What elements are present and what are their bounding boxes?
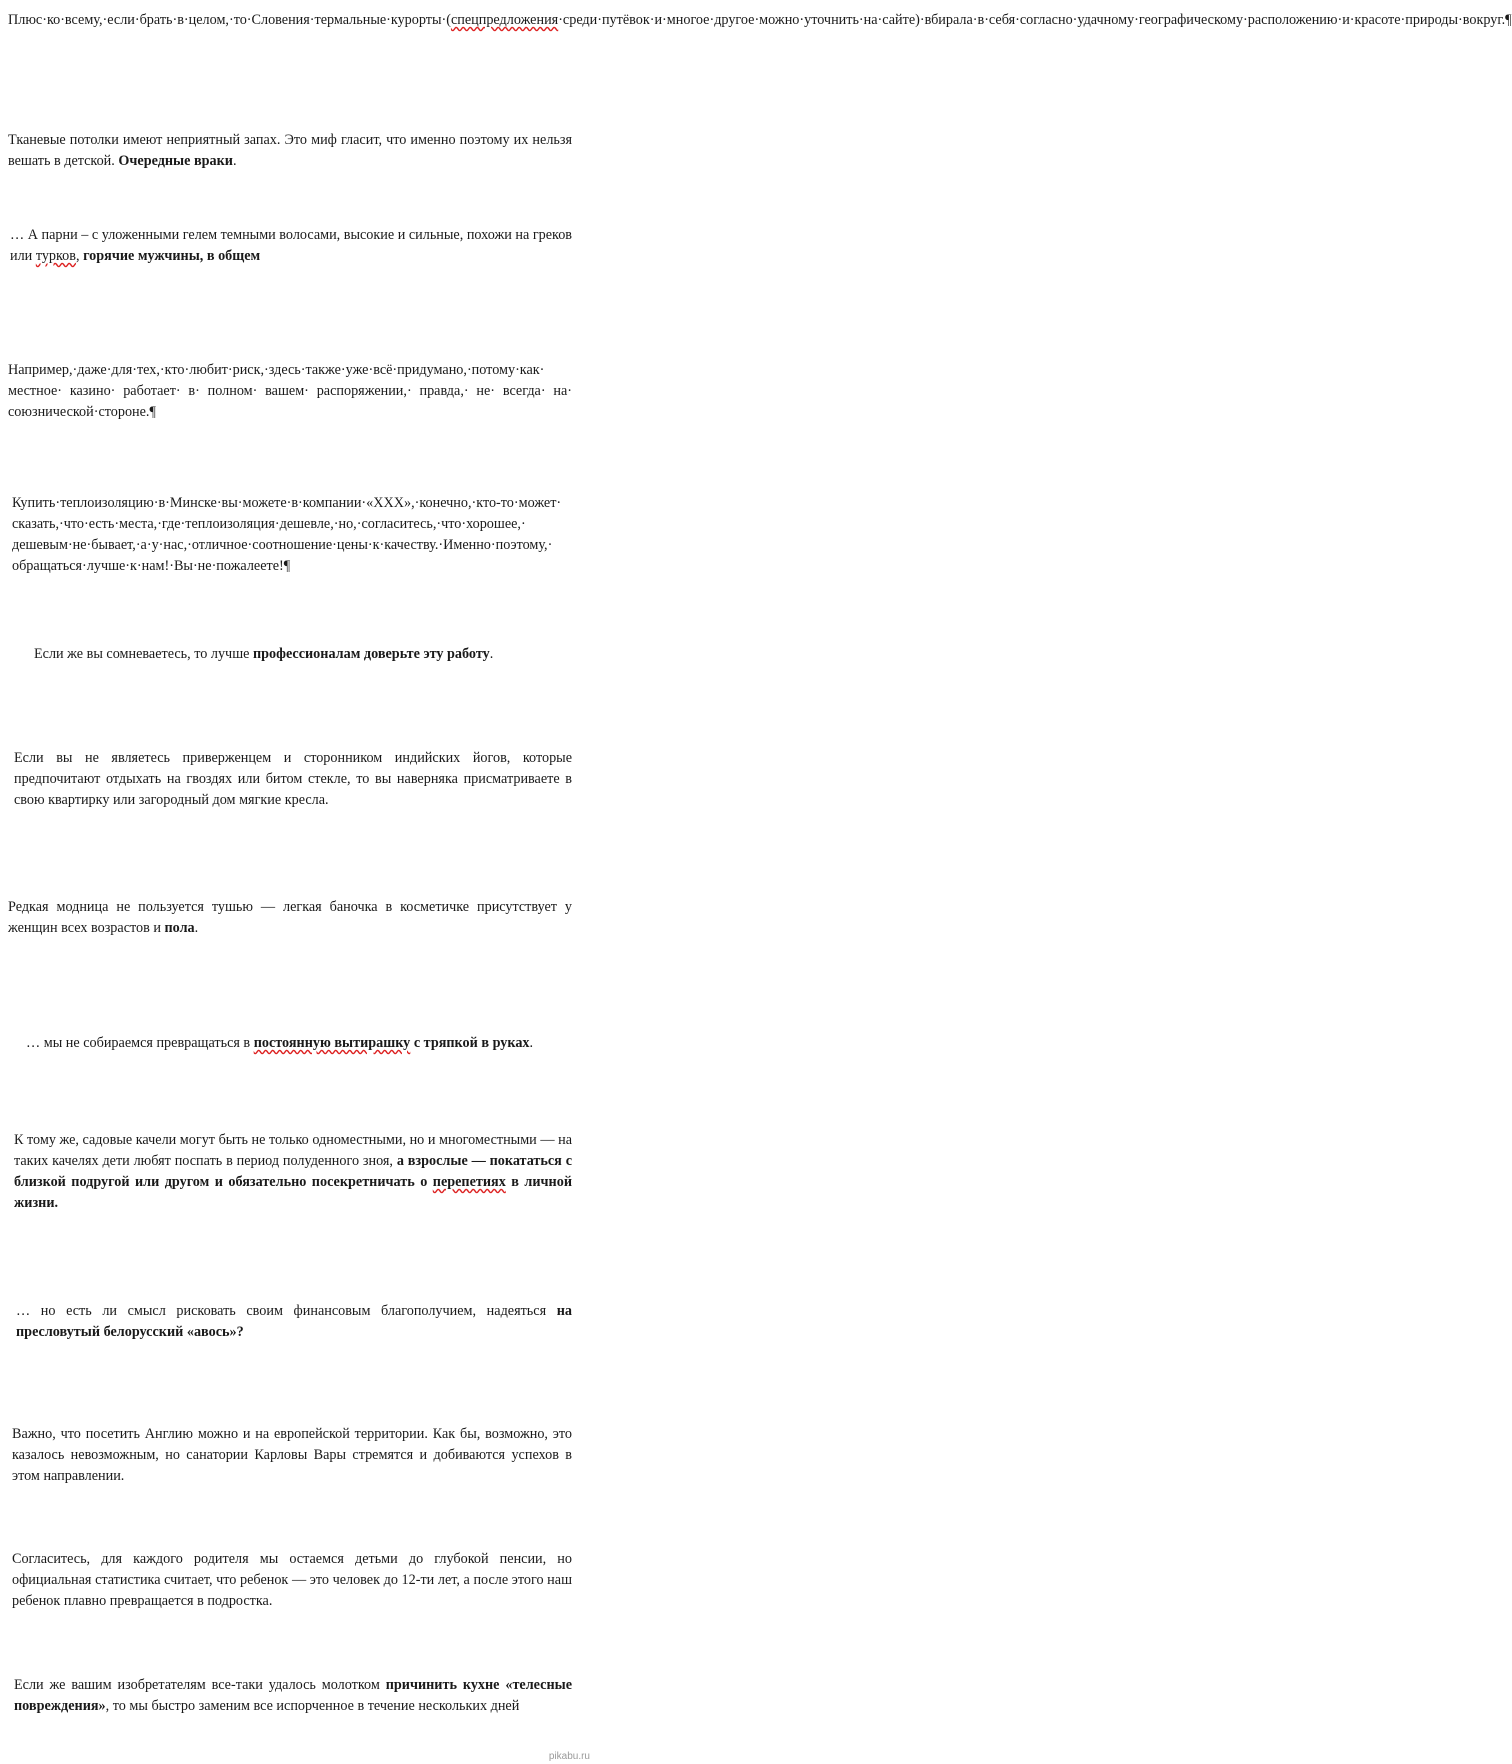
text-segment: в личной жизни. (14, 1174, 572, 1211)
text-segment: . (489, 646, 494, 662)
text-segment: с тряпкой в руках (410, 1035, 530, 1051)
paragraph-5 (12, 493, 572, 577)
text-segment: , то мы быстро заменим все испорченное в течение нескольких дней (105, 1698, 520, 1714)
paragraph-12 (12, 1424, 572, 1487)
text-segment: Например,·даже·для·тех,·кто·любит·риск,·здесь·также·уже·всё·придумано,·потому·как· местное· казино· работает· в· полном· вашем· распоряжении,· правда,· не· всегда· на· союзнической·стороне.¶ (8, 362, 572, 420)
text-segment: спецпредложения (450, 12, 559, 28)
watermark: pikabu.ru (548, 1751, 590, 1762)
text-segment: Согласитесь, для каждого родителя мы остаемся детьми до глубокой пенсии, но официальная статистика считает, что ребенок — это человек до 12-ти лет, а после этого наш ребенок плавно превращается в подростка. (12, 1551, 572, 1609)
text-segment: . (232, 153, 237, 169)
text-segment: … мы не собираемся превращаться в (26, 1035, 254, 1051)
paragraph-3 (10, 225, 572, 267)
text-segment: профессионалам доверьте эту работу (252, 646, 490, 662)
text-segment: , (75, 248, 84, 264)
text-segment: постоянную вытирашку (253, 1035, 411, 1051)
paragraph-13 (12, 1549, 572, 1612)
paragraph-10 (14, 1130, 572, 1214)
paragraph-4 (8, 360, 572, 423)
text-segment: К тому же, садовые качели могут быть не только одноместными, но и многоместными — на таких качелях дети любят поспать в период полуденного зноя, (14, 1132, 572, 1169)
paragraph-14 (14, 1675, 572, 1717)
paragraph-9 (26, 1033, 572, 1054)
text-segment: Тканевые потолки имеют неприятный запах. Это миф гласит, что именно поэтому их нельзя вешать в детской. (8, 132, 572, 169)
paragraph-8 (8, 897, 572, 939)
text-segment: а взрослые — покататься с близкой подругой или другом и обязательно посекретничать о (14, 1153, 572, 1190)
text-segment: … но есть ли смысл рисковать своим финансовым благополучием, надеяться (16, 1303, 557, 1319)
paragraph-6 (34, 644, 572, 665)
text-segment: перепетиях (432, 1174, 506, 1190)
text-segment: турков (35, 248, 76, 264)
text-segment: Плюс·ко·всему,·если·брать·в·целом,·то·Словения·термальные·курорты·( (8, 12, 451, 28)
text-segment: горячие мужчины, в общем (83, 248, 261, 264)
paragraph-1 (8, 10, 1512, 31)
paragraph-7 (14, 748, 572, 811)
text-segment: Если же вы сомневаетесь, то лучше (34, 646, 253, 662)
text-segment: Очередные враки (118, 153, 233, 169)
text-segment: . (529, 1035, 534, 1051)
text-segment: Редкая модница не пользуется тушью — легкая баночка в косметичке присутствует у женщин всех возрастов и (8, 899, 572, 936)
text-segment: … А парни – с уложенными гелем темными волосами, высокие и сильные, похожи на греков или (10, 227, 573, 264)
text-segment: Купить·теплоизоляцию·в·Минске·вы·можете·в·компании·«ХХХ»,·конечно,·кто-то·может· сказать,·что·есть·места,·где·теплоизоляция·дешевле,·но,·согласитесь,·что·хорошее,· дешевым·не·бывает,·а·у·нас,·отличное·соотношение·цены·к·качеству.·Именно·поэтому,· обращаться·лучше·к·нам!·Вы·не·пожалеете!¶ (12, 495, 562, 574)
text-segment: Если же вашим изобретателям все-таки удалось молотком (14, 1677, 386, 1693)
paragraph-11 (16, 1301, 572, 1343)
text-segment: . (194, 920, 199, 936)
text-segment: Если вы не являетесь приверженцем и сторонником индийских йогов, которые предпочитают отдыхать на гвоздях или битом стекле, то вы наверняка присматриваете в свою квартирку или загородный дом мягкие кресла. (14, 750, 572, 808)
text-segment: причинить кухне «телесные повреждения» (14, 1677, 572, 1714)
text-segment: Важно, что посетить Англию можно и на европейской территории. Как бы, возможно, это казалось невозможным, но санатории Карловы Вары стремятся и добиваются успехов в этом направлении. (12, 1426, 572, 1484)
text-segment: пола (164, 920, 195, 936)
text-segment: на пресловутый белорусский «авось»? (16, 1303, 572, 1340)
text-segment: ·среди·путёвок·и·многое·другое·можно·уточнить·на·сайте)·вбирала·в·себя·согласно·удачному·географическому·расположению·и·красоте·природы·вокруг.¶ (558, 12, 1512, 28)
paragraph-2 (8, 130, 572, 172)
